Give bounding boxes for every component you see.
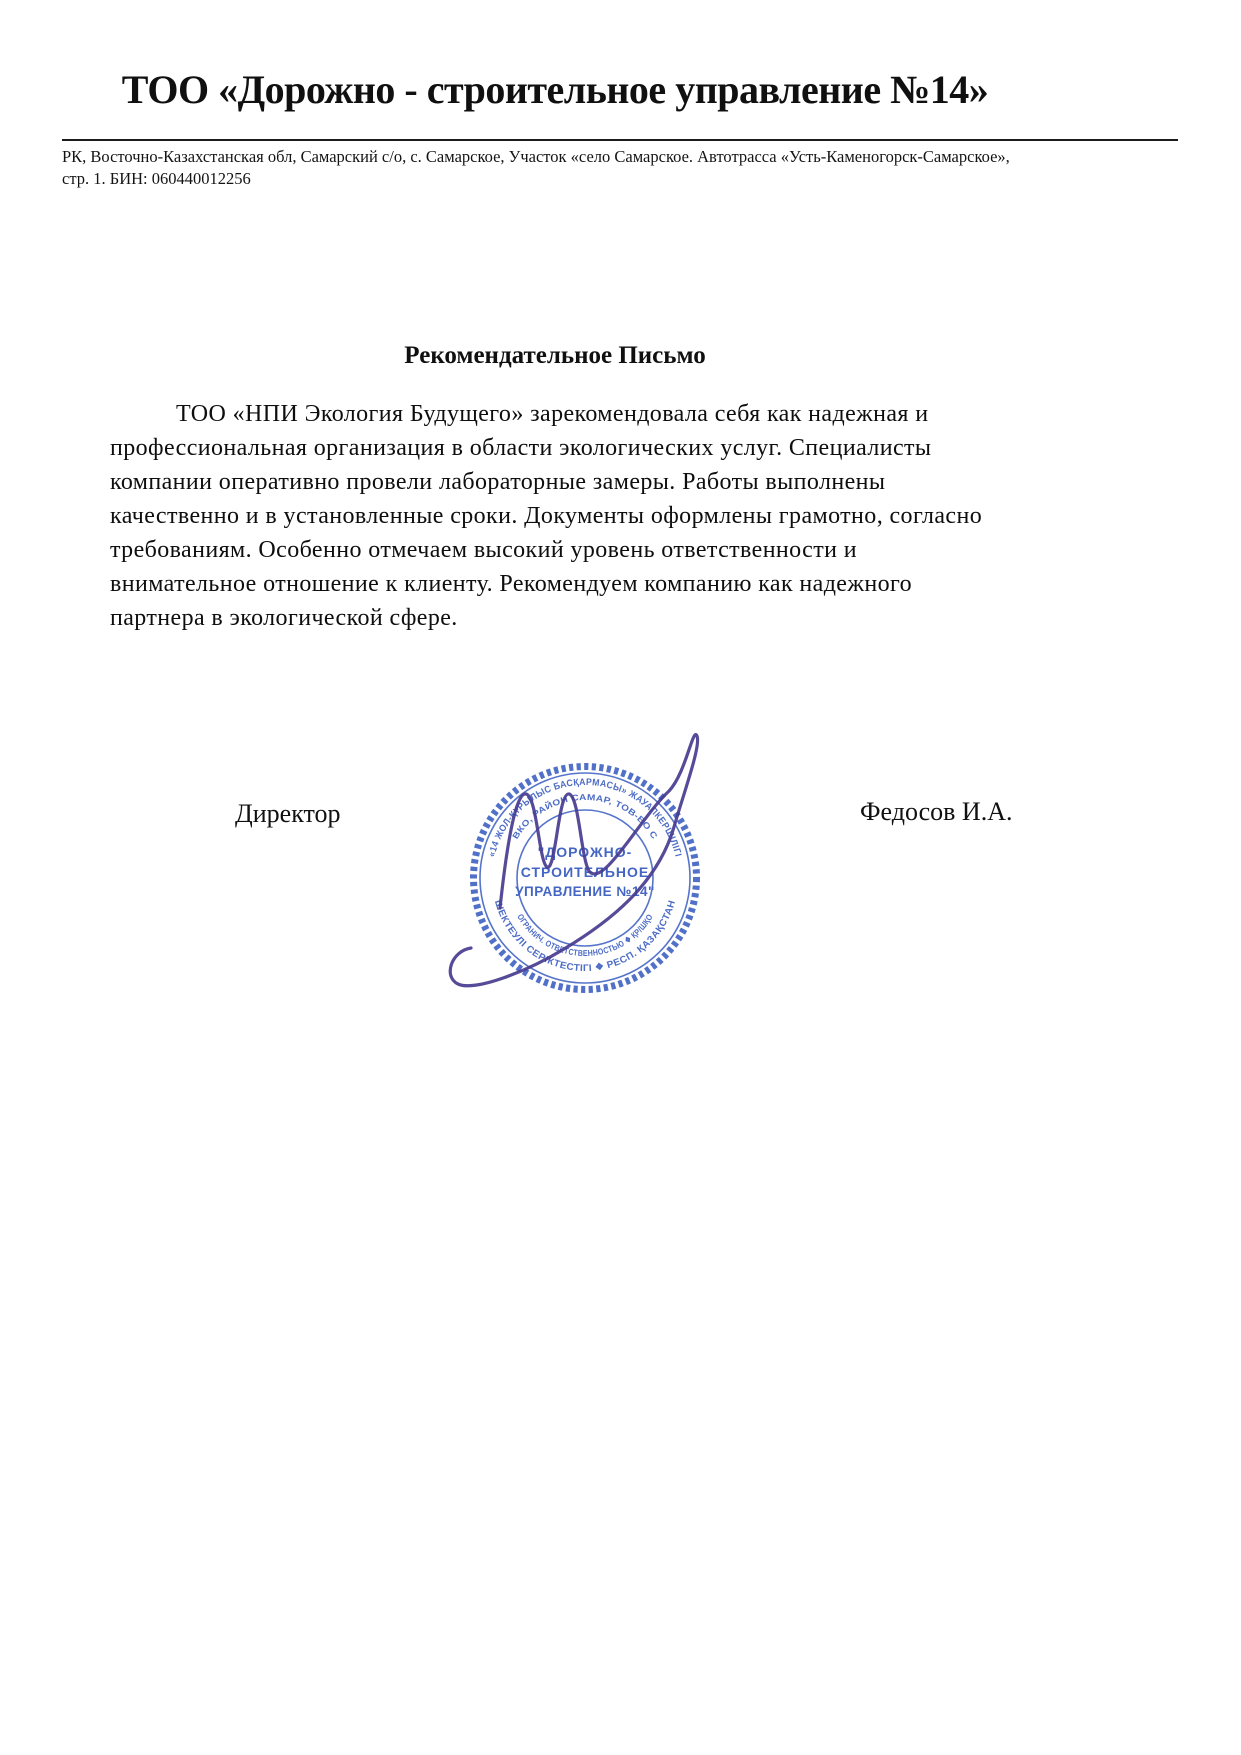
header-divider [62,139,1178,141]
stamp-ring-inner-bottom-text: ОГРАНИЧ. ОТВЕТСТВЕННОСТЬЮ ❖ ҚР/ШҚО [515,911,656,959]
company-address [62,146,1152,189]
stamp-ring-outer-top-text: «14 ЖОЛ-ҚҰРЫЛЫС БАСҚАРМАСЫ» ЖАУАПКЕРШІЛІГІ [486,776,684,859]
stamp-center-line3: УПРАВЛЕНИЕ №14" [515,884,655,899]
stamp-center-line2: СТРОИТЕЛЬНОЕ [520,864,650,880]
signatory-role-label: Директор [235,799,341,828]
body-line: партнера в экологической сфере. [110,605,458,631]
company-stamp [380,640,760,1020]
body-line: качественно и в установленные сроки. Документы оформлены грамотно, согласно [110,503,983,529]
stamp-ring-outer-bottom-text: ШЕКТЕУЛІ СЕРІКТЕСТІГІ ❖ РЕСП. ҚАЗАҚСТАН [491,898,678,975]
body-line: требованиям. Особенно отмечаем высокий уровень ответственности и [110,537,858,563]
company-address-line2: стр. 1. БИН: 060440012256 [62,168,251,188]
body-line: ТОО «НПИ Экология Будущего» зарекомендовала себя как надежная и [176,401,929,427]
body-line: внимательное отношение к клиенту. Рекомендуем компанию как надежного [110,571,913,597]
stamp-center-line1: "ДОРОЖНО- [537,844,633,860]
company-address-line1: РК, Восточно-Казахстанская обл, Самарский с/о, с. Самарское, Участок «село Самарское. Автотрасса «Усть-Каменогорск-Самарское», [62,147,1010,166]
letter-title: Рекомендательное Письмо [404,342,706,369]
signatory-name: Федосов И.А. [860,797,1013,826]
company-stamp-graphic [380,640,760,1020]
stamp-ring-inner-top-text: ВКО, РАЙОН САМАР, ТОВ-ВО С [510,791,660,841]
letter-body [110,397,1170,635]
body-line: профессиональная организация в области экологических услуг. Специалисты [110,435,932,461]
body-line: компании оперативно провели лабораторные замеры. Работы выполнены [110,469,886,495]
company-title: ТОО «Дорожно - строительное управление №14» [121,67,989,112]
